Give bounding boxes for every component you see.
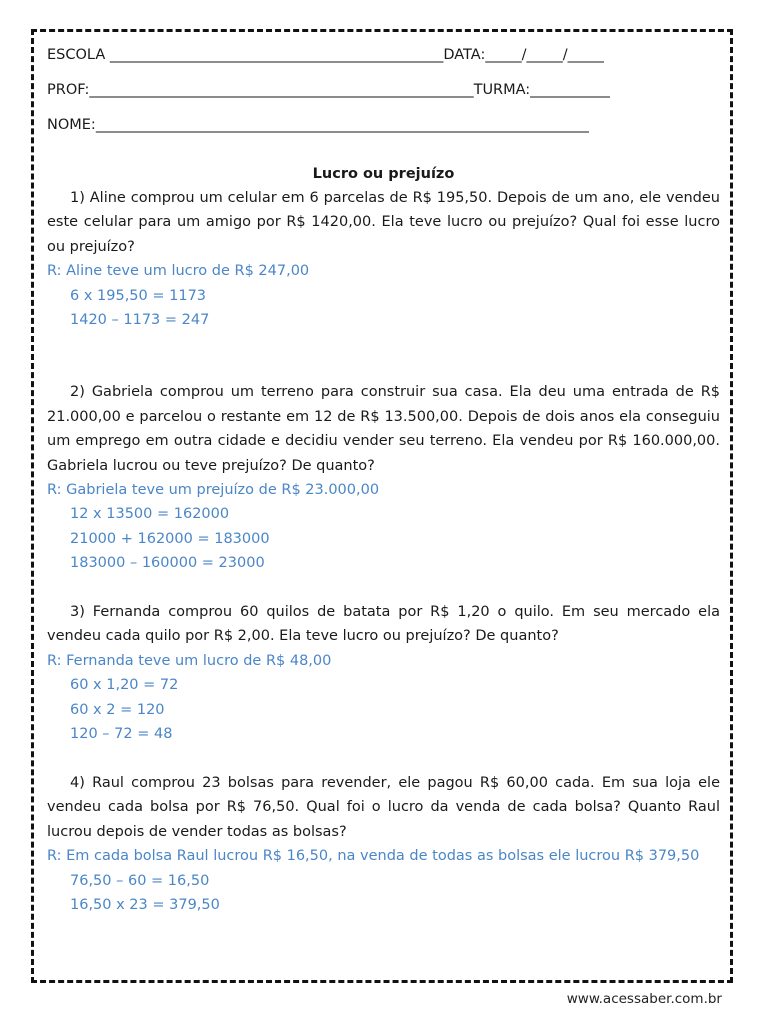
- question-3-step: 120 – 72 = 48: [70, 726, 173, 743]
- teacher-class-line: PROF:_____________________________________________________TURMA:___________: [47, 82, 610, 98]
- question-3-step: 60 x 2 = 120: [70, 701, 165, 718]
- question-2-step: 21000 + 162000 = 183000: [70, 530, 270, 547]
- name-line: NOME:____________________________________________________________________: [47, 117, 589, 133]
- worksheet: [47, 38, 720, 917]
- question-3-answer: R: Fernanda teve um lucro de R$ 48,00: [47, 652, 332, 669]
- question-1-step: 6 x 195,50 = 1173: [70, 287, 207, 304]
- question-2-step: 183000 – 160000 = 23000: [70, 555, 265, 572]
- page-title: Lucro ou prejuízo: [312, 166, 455, 182]
- question-4-step: 16,50 x 23 = 379,50: [70, 896, 220, 913]
- question-4-answer: R: Em cada bolsa Raul lucrou R$ 16,50, na venda de todas as bolsas ele lucrou R$ 379,50: [47, 848, 700, 865]
- question-3-step: 60 x 1,20 = 72: [70, 677, 179, 694]
- question-2-text: 2) Gabriela comprou um terreno para construir sua casa. Ela deu uma entrada de R$ 21.000,00 e parcelou o restante em 12 de R$ 13.500,00. Depois de dois anos ela conseguiu um emprego em outra cidade e decidiu vender seu terreno. Ela vendeu por R$ 160.000,00. Gabriela lucrou ou teve prejuízo? De quanto?: [47, 384, 720, 474]
- question-1-text: 1) Aline comprou um celular em 6 parcelas de R$ 195,50. Depois de um ano, ele vendeu este celular para um amigo por R$ 1420,00. Ela teve lucro ou prejuízo? Qual foi esse lucro ou prejuízo?: [47, 190, 720, 255]
- question-4-step: 76,50 – 60 = 16,50: [70, 872, 210, 889]
- footer-url: www.acessaber.com.br: [566, 991, 722, 1007]
- question-4-text: 4) Raul comprou 23 bolsas para revender, ele pagou R$ 60,00 cada. Em sua loja ele vendeu cada bolsa por R$ 76,50. Qual foi o lucro da venda de cada bolsa? Quanto Raul lucrou depois de vender todas as bolsas?: [47, 774, 720, 840]
- question-3-text: 3) Fernanda comprou 60 quilos de batata por R$ 1,20 o quilo. Em seu mercado ela vendeu cada quilo por R$ 2,00. Ela teve lucro ou prejuízo? De quanto?: [47, 604, 720, 645]
- question-2-answer: R: Gabriela teve um prejuízo de R$ 23.000,00: [47, 482, 380, 499]
- question-1-answer: R: Aline teve um lucro de R$ 247,00: [47, 263, 310, 280]
- school-date-line: ESCOLA ______________________________________________DATA:_____/_____/_____: [47, 47, 604, 63]
- question-1-step: 1420 – 1173 = 247: [70, 312, 210, 329]
- question-2-step: 12 x 13500 = 162000: [70, 506, 230, 523]
